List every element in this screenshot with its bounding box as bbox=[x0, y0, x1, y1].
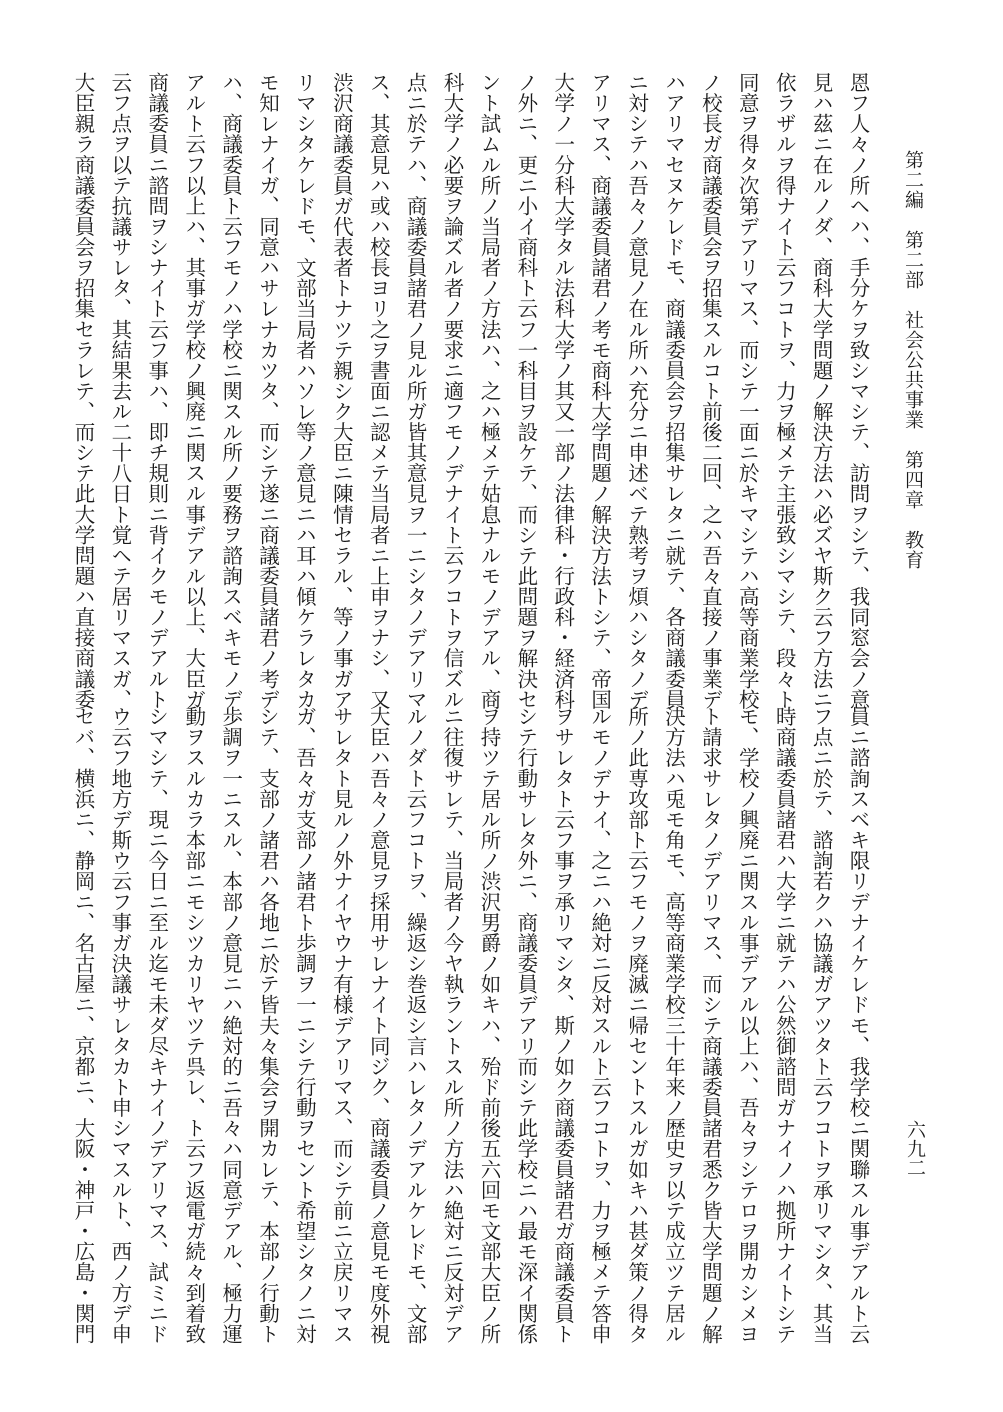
text-line: 大臣ハ吾々ノ意見ヲ採用サレナイト同ジク、商議委員ノ意見モ度外視 bbox=[366, 706, 391, 1344]
text-line: 時商議委員諸君ハ大学ニ就テハ公然御諮問ガナイノハ拠所ナイトシテ bbox=[772, 706, 797, 1344]
text-line: リマシタケレドモ、文部当局者ハソレ等ノ意見ニハ耳ハ傾ケラレタカ bbox=[292, 72, 317, 710]
text-line: ト請求サレタノデアリマス、而シテ商議委員諸君悉ク皆大学問題ノ解 bbox=[698, 706, 723, 1344]
text-line: ニ対シテハ吾々ノ意見ノ在ル所ハ充分ニ申述ベテ熟考ヲ煩ハシタノデ bbox=[624, 72, 649, 710]
text-line: 動ヲスルカラ本部ニモシツカリヤツテ呉レ、ト云フ返電ガ続々到着致 bbox=[181, 706, 206, 1344]
text-line: 所ノ此専攻部ト云フモノヲ廃滅ニ帰セントスルガ如キハ甚ダ策ノ得タ bbox=[624, 706, 649, 1344]
text-line: 大学ノ一分科大学タル法科大学ノ其又一部ノ法律科・行政科・経済科 bbox=[550, 72, 575, 710]
text-line: 歩調ヲ一ニスル、本部ノ意見ニハ絶対的ニ吾々ハ同意デアル、極力運 bbox=[218, 706, 243, 1344]
text-line: シテ行動サレタ外ニ、商議委員デアリ而シテ此学校ニハ最モ深イ関係 bbox=[513, 706, 538, 1344]
lower-text-block bbox=[70, 706, 876, 1344]
text-line: サレタト見ルノ外ナイヤウナ有様デアリマス、而シテ前ニ立戻リマス bbox=[329, 706, 354, 1344]
text-line: 同意ヲ得タ次第デアリマス、而シテ一面ニ於キマシテハ高等商業学校 bbox=[735, 72, 760, 710]
text-line: 員ニ諮詢スベキ限リデナイケレドモ、我学校ニ関聯スル事デアルト云 bbox=[846, 706, 870, 1344]
text-line: ノ校長ガ商議委員会ヲ招集スルコト前後二回、之ハ吾々直接ノ事業デ bbox=[698, 72, 723, 710]
text-line: モ知レナイガ、同意ハサレナカツタ、而シテ遂ニ商議委員諸君ノ考デ bbox=[255, 72, 280, 710]
text-line: 点ニ於テハ、商議委員諸君ノ見ル所ガ皆其意見ヲ一ニシタノデアリマ bbox=[403, 72, 428, 710]
text-line: ルモノデナイ、之ニハ絶対ニ反対スルト云フコトヲ、力ヲ極メテ答申 bbox=[587, 706, 612, 1344]
text-line: セバ、横浜ニ、静岡ニ、名古屋ニ、京都ニ、大阪・神戸・広島・関門 bbox=[70, 706, 95, 1344]
text-line: ノ外ニ、更ニ小イ商科ト云フ一科目ヲ設ケテ、而シテ此問題ヲ解決セ bbox=[513, 72, 538, 710]
text-line: 商議委員ニ諮問ヲシナイト云フ事ハ、即チ規則ニ背イクモノデアルト bbox=[144, 72, 169, 710]
text-line: フ点ニ於テ、諮詢若クハ協議ガアツタト云フコトヲ承リマシタ、其当 bbox=[809, 706, 834, 1344]
text-line: 科大学ノ必要ヲ論ズル者ノ要求ニ適フモノデナイト云フコトヲ信ズル bbox=[440, 72, 465, 710]
text-line: ルノダト云フコトヲ、繰返シ巻返シ言ハレタノデアルケレドモ、文部 bbox=[403, 706, 428, 1344]
text-line: ント試ムル所ノ当局者ノ方法ハ、之ハ極メテ姑息ナルモノデアル、商 bbox=[476, 72, 501, 710]
page-number: 六九二 bbox=[904, 1120, 926, 1177]
text-line: ハアリマセヌケレドモ、商議委員会ヲ招集サレタニ就テ、各商議委員 bbox=[661, 72, 686, 710]
text-line: 云フ点ヲ以テ抗議サレタ、其結果去ル二十八日ト覚ヘテ居リマスガ、 bbox=[107, 72, 132, 710]
text-line: ヲ持ツテ居ル所ノ渋沢男爵ノ如キハ、殆ド前後五六回モ文部大臣ノ所 bbox=[476, 706, 501, 1344]
text-line: 渋沢商議委員ガ代表者トナツテ親シク大臣ニ陳情セラル、等ノ事ガア bbox=[329, 72, 354, 710]
text-line: ス、其意見ハ或ハ校長ヨリ之ヲ書面ニ認メテ当局者ニ上申ヲナシ、又 bbox=[366, 72, 391, 710]
text-line: ヲサレタト云フ事ヲ承リマシタ、斯ノ如ク商議委員諸君ガ商議委員ト bbox=[550, 706, 575, 1344]
text-line: アルト云フ以上ハ、其事ガ学校ノ興廃ニ関スル事デアル以上、大臣ガ bbox=[181, 72, 206, 710]
text-line: 依ラザルヲ得ナイト云フコトヲ、力ヲ極メテ主張致シマシテ、段々ト bbox=[772, 72, 797, 710]
text-line: 見ハ茲ニ在ルノダ、商科大学問題ノ解決方法ハ必ズヤ斯ク云フ方法ニ bbox=[809, 72, 834, 710]
text-line: ウ云フ地方デ斯ウ云フ事ガ決議サレタカト申シマスルト、西ノ方デ申 bbox=[107, 706, 132, 1344]
text-line: 大臣親ラ商議委員会ヲ招集セラレテ、而シテ此大学問題ハ直接商議委 bbox=[70, 72, 95, 710]
text-line: 決方法ハ兎モ角モ、高等商業学校三十年来ノ歴史ヲ以テ成立ツテ居ル bbox=[661, 706, 686, 1344]
text-line: シマシテ、現ニ今日ニ至ル迄モ未ダ尽キナイノデアリマス、試ミニド bbox=[144, 706, 169, 1344]
text-line: ニ往復サレテ、当局者ノ今ヤ執ラントスル所ノ方法ハ絶対ニ反対デア bbox=[440, 706, 465, 1344]
text-line: ガ、吾々ガ支部ノ諸君ト歩調ヲ一ニシテ行動ヲセント希望シタノニ対 bbox=[292, 706, 317, 1344]
text-line: アリマス、商議委員諸君ノ考モ商科大学問題ノ解決方法トシテ、帝国 bbox=[587, 72, 612, 710]
text-line: シテ、支部ノ諸君ハ各地ニ於テ皆夫々集会ヲ開カレテ、本部ノ行動ト bbox=[255, 706, 280, 1344]
upper-text-block bbox=[70, 72, 876, 710]
running-head: 第二編 第二部 社会公共事業 第四章 教育 bbox=[902, 150, 924, 570]
text-line: ハ、商議委員ト云フモノハ学校ニ関スル所ノ要務ヲ諮詢スベキモノデ bbox=[218, 72, 243, 710]
text-line: 恩フ人々ノ所ヘハ、手分ケヲ致シマシテ、訪問ヲシテ、我同窓会ノ意 bbox=[846, 72, 870, 710]
text-line: モ、学校ノ興廃ニ関スル事デアル以上ハ、吾々ヲシテロヲ開カシメヨ bbox=[735, 706, 760, 1344]
